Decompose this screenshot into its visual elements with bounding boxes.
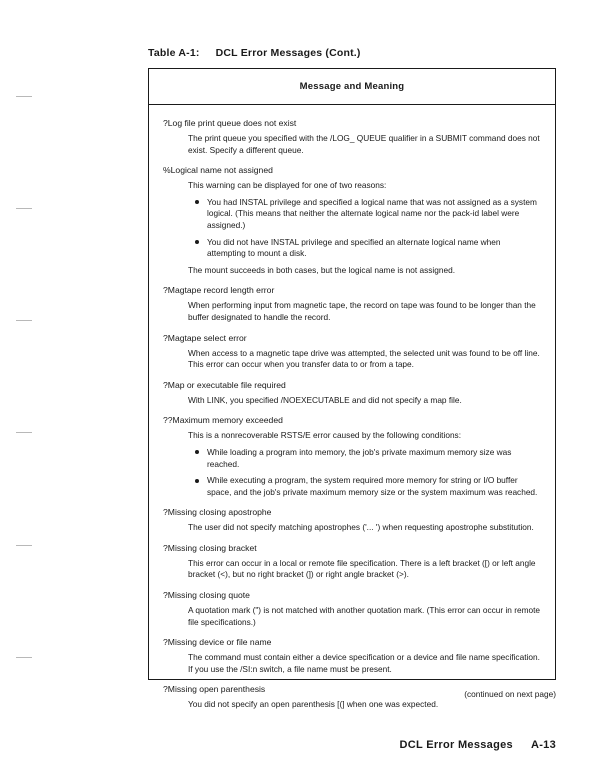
edge-tick-mark bbox=[16, 96, 32, 97]
edge-tick-mark bbox=[16, 208, 32, 209]
entry-paragraph: This is a nonrecoverable RSTS/E error caused by the following conditions: bbox=[188, 430, 462, 441]
entry-message-term: ?Missing closing bracket bbox=[163, 542, 257, 553]
table-entry bbox=[163, 118, 541, 156]
list-item bbox=[207, 237, 541, 260]
entry-message-term: ?Missing open parenthesis bbox=[163, 684, 266, 695]
list-item bbox=[207, 197, 541, 232]
table-caption-text: DCL Error Messages (Cont.) bbox=[215, 47, 361, 59]
entry-message-term: ?Missing closing apostrophe bbox=[163, 507, 272, 518]
edge-tick-mark bbox=[16, 320, 32, 321]
bullet-icon bbox=[195, 479, 199, 483]
entry-message-term: ?Missing device or file name bbox=[163, 637, 272, 648]
entry-message-term: ?Magtape record length error bbox=[163, 285, 275, 296]
entry-message-term: ?Missing closing quote bbox=[163, 590, 250, 601]
table-entry bbox=[163, 165, 541, 276]
edge-tick-mark bbox=[16, 657, 32, 658]
table-entry bbox=[163, 415, 541, 498]
bullet-icon bbox=[195, 450, 199, 454]
table-body bbox=[149, 105, 555, 721]
list-item bbox=[207, 447, 541, 470]
continued-note: (continued on next page) bbox=[464, 689, 556, 699]
entry-message-term: ?Log file print queue does not exist bbox=[163, 118, 297, 128]
list-item-label: While loading a program into memory, the job's private maximum memory size was reached. bbox=[207, 446, 512, 469]
list-item-label: You did not have INSTAL privilege and specified an alternate logical name when attempting to mount a disk. bbox=[207, 236, 501, 259]
entry-bullet-list bbox=[163, 197, 541, 260]
entry-paragraph: You did not specify an open parenthesis [(] when one was expected. bbox=[188, 699, 439, 710]
table-column-header: Message and Meaning bbox=[299, 81, 405, 92]
list-item-label: You had INSTAL privilege and specified a logical name that was not assigned as a system logical. (This means that neither the alternate logical name nor the pack-id label were assigned.) bbox=[207, 196, 537, 230]
edge-tick-mark bbox=[16, 432, 32, 433]
table-caption bbox=[148, 47, 361, 59]
entry-bullet-list bbox=[163, 447, 541, 498]
entry-message-term: ??Maximum memory exceeded bbox=[163, 415, 283, 426]
table-entry bbox=[163, 285, 541, 323]
entry-message-term: ?Magtape select error bbox=[163, 332, 247, 343]
table-header-row bbox=[149, 69, 555, 105]
table-entry bbox=[163, 637, 541, 675]
list-item-label: While executing a program, the system required more memory for string or I/O buffer space, and the job's private maximum memory size or the system maximum was reached. bbox=[207, 475, 538, 497]
bullet-icon bbox=[195, 200, 199, 204]
entry-paragraph: When access to a magnetic tape drive was attempted, the selected unit was found to be off line. This error can occur when you transfer data to or from a tape. bbox=[188, 347, 540, 370]
entry-paragraph: The command must contain either a device specification or a device and file name specification. If you use the /SI:n switch, a file name must be present. bbox=[188, 652, 540, 674]
entry-message-term: %Logical name not assigned bbox=[163, 165, 273, 176]
list-item bbox=[207, 475, 541, 498]
entry-paragraph: With LINK, you specified /NOEXECUTABLE and did not specify a map file. bbox=[188, 394, 462, 405]
edge-tick-mark bbox=[16, 545, 32, 546]
entry-paragraph: The print queue you specified with the /LOG_ QUEUE qualifier in a SUBMIT command does not exist. Specify a different queue. bbox=[188, 133, 540, 155]
footer-title: DCL Error Messages bbox=[399, 739, 513, 751]
table-entry bbox=[163, 590, 541, 628]
table-entry bbox=[163, 333, 541, 371]
table-caption-label: Table A-1: bbox=[148, 47, 200, 59]
entry-paragraph: This warning can be displayed for one of two reasons: bbox=[188, 180, 387, 191]
entry-message-term: ?Map or executable file required bbox=[163, 379, 286, 390]
entry-paragraph: The mount succeeds in both cases, but the logical name is not assigned. bbox=[188, 264, 456, 275]
table-entry bbox=[163, 543, 541, 581]
page-footer bbox=[400, 739, 556, 751]
footer-page-number: A-13 bbox=[530, 739, 556, 751]
table-entry bbox=[163, 507, 541, 534]
entry-paragraph: This error can occur in a local or remote file specification. There is a left bracket ([) or left angle bracket (<), but no right bracket (]) or right angle bracket (>). bbox=[188, 557, 536, 580]
bullet-icon bbox=[195, 240, 199, 244]
entry-paragraph: A quotation mark (") is not matched with another quotation mark. (This error can occur in remote file specifications.) bbox=[188, 605, 541, 627]
table-entry bbox=[163, 380, 541, 407]
entry-paragraph: The user did not specify matching apostrophes ('... ') when requesting apostrophe substitution. bbox=[188, 522, 534, 533]
entry-paragraph: When performing input from magnetic tape, the record on tape was found to be longer than the buffer designated to handle the record. bbox=[188, 300, 536, 322]
